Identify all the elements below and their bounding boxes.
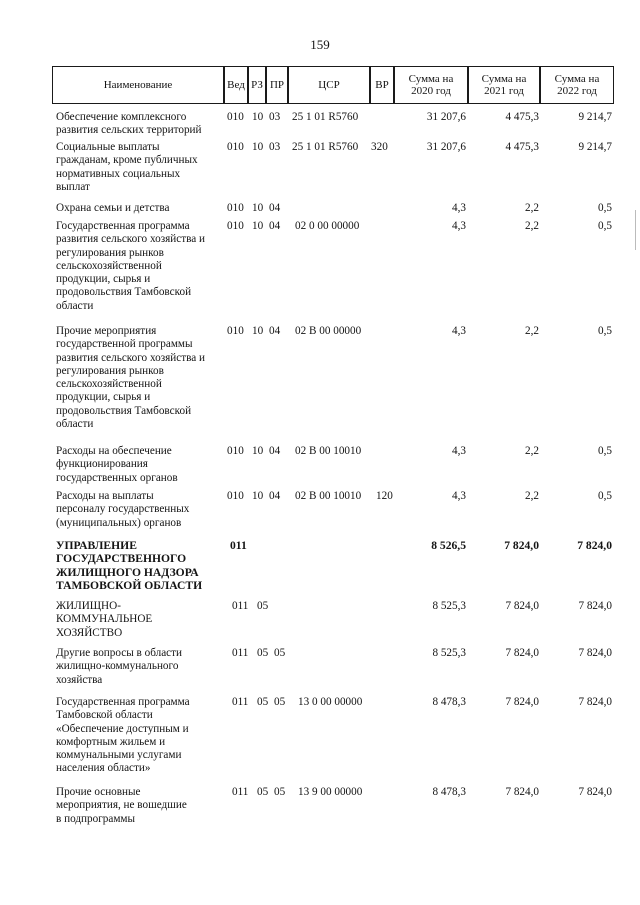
row-rz: 05 [257, 600, 269, 612]
row-ved: 010 [227, 325, 244, 337]
header-sum-2021: Сумма на 2021 год [468, 66, 540, 104]
row-pr: 05 [274, 786, 286, 798]
header-vr: ВР [370, 66, 394, 104]
row-sum-2022: 0,5 [598, 445, 612, 457]
header-sum-2020: Сумма на 2020 год [394, 66, 468, 104]
row-vr: 320 [371, 141, 388, 153]
row-sum-2020: 4,3 [452, 490, 466, 502]
row-sum-2021: 2,2 [525, 325, 539, 337]
header-name: Наименование [52, 66, 224, 104]
scan-edge-mark [635, 210, 636, 250]
row-sum-2021: 7 824,0 [505, 600, 539, 612]
row-sum-2021: 2,2 [525, 220, 539, 232]
row-ved: 010 [227, 111, 244, 123]
row-csr: 02 В 00 10010 [295, 490, 362, 502]
row-pr: 04 [269, 445, 281, 457]
row-name: Прочие основные мероприятия, не вошедшие в подпрограммы [56, 786, 187, 825]
row-ved: 011 [232, 696, 249, 708]
row-ved: 010 [227, 490, 244, 502]
row-sum-2022: 9 214,7 [578, 111, 612, 123]
row-ved: 010 [227, 202, 244, 214]
header-rz: РЗ [248, 66, 266, 104]
row-sum-2020: 4,3 [452, 220, 466, 232]
row-sum-2022: 7 824,0 [577, 539, 612, 552]
row-sum-2020: 31 207,6 [426, 141, 466, 153]
row-ved: 011 [232, 600, 249, 612]
row-csr: 13 9 00 00000 [298, 786, 363, 798]
row-csr: 25 1 01 R5760 [292, 111, 359, 123]
row-ved: 011 [232, 647, 249, 659]
row-sum-2021: 4 475,3 [505, 111, 539, 123]
row-rz: 10 [252, 325, 264, 337]
row-sum-2022: 7 824,0 [578, 786, 612, 798]
row-sum-2020: 31 207,6 [426, 111, 466, 123]
row-rz: 10 [252, 111, 264, 123]
row-ved: 010 [227, 220, 244, 232]
row-pr: 04 [269, 220, 281, 232]
row-csr: 02 В 00 00000 [295, 325, 362, 337]
row-csr: 02 В 00 10010 [295, 445, 362, 457]
row-sum-2022: 7 824,0 [578, 647, 612, 659]
row-name: Охрана семьи и детства [56, 202, 170, 214]
row-name: ЖИЛИЩНО- КОММУНАЛЬНОЕ ХОЗЯЙСТВО [56, 600, 153, 639]
row-csr: 25 1 01 R5760 [292, 141, 359, 153]
row-sum-2022: 9 214,7 [578, 141, 612, 153]
row-ved: 011 [232, 786, 249, 798]
row-sum-2021: 4 475,3 [505, 141, 539, 153]
row-pr: 04 [269, 202, 281, 214]
row-pr: 05 [274, 647, 286, 659]
row-rz: 10 [252, 445, 264, 457]
header-pr: ПР [266, 66, 288, 104]
row-csr: 13 0 00 00000 [298, 696, 363, 708]
row-csr: 02 0 00 00000 [295, 220, 360, 232]
row-sum-2022: 0,5 [598, 202, 612, 214]
row-sum-2022: 0,5 [598, 220, 612, 232]
row-rz: 10 [252, 220, 264, 232]
row-sum-2020: 8 478,3 [432, 786, 466, 798]
row-sum-2021: 2,2 [525, 445, 539, 457]
row-name: Прочие мероприятия государственной программы развития сельского хозяйства и регулирования рынков сельскохозяйственной продукции, сырья и продовольствия Тамбовской области [56, 325, 205, 431]
row-ved: 010 [227, 141, 244, 153]
row-sum-2020: 4,3 [452, 202, 466, 214]
row-rz: 10 [252, 202, 264, 214]
row-rz: 10 [252, 141, 264, 153]
row-sum-2021: 2,2 [525, 202, 539, 214]
row-sum-2020: 8 478,3 [432, 696, 466, 708]
row-sum-2022: 7 824,0 [578, 600, 612, 612]
row-sum-2022: 7 824,0 [578, 696, 612, 708]
row-ved: 011 [230, 539, 247, 552]
row-sum-2020: 4,3 [452, 445, 466, 457]
row-rz: 05 [257, 647, 269, 659]
header-sum-2022: Сумма на 2022 год [540, 66, 614, 104]
header-csr: ЦСР [288, 66, 370, 104]
row-name: Расходы на обеспечение функционирования государственных органов [56, 445, 178, 484]
row-rz: 05 [257, 786, 269, 798]
row-sum-2021: 2,2 [525, 490, 539, 502]
row-name: Другие вопросы в области жилищно-коммунального хозяйства [56, 647, 183, 686]
row-pr: 03 [269, 141, 281, 153]
row-pr: 04 [269, 490, 281, 502]
row-sum-2020: 8 526,5 [431, 539, 466, 552]
row-pr: 05 [274, 696, 286, 708]
row-pr: 04 [269, 325, 281, 337]
row-rz: 10 [252, 490, 264, 502]
page-number: 159 [310, 37, 330, 52]
row-name: Государственная программа развития сельского хозяйства и регулирования рынков сельскохозяйственной продукции, сырья и продовольствия Тамбовской области [56, 220, 205, 312]
row-sum-2021: 7 824,0 [505, 647, 539, 659]
row-rz: 05 [257, 696, 269, 708]
row-sum-2021: 7 824,0 [504, 539, 539, 552]
row-sum-2020: 8 525,3 [432, 600, 466, 612]
row-sum-2022: 0,5 [598, 325, 612, 337]
row-sum-2020: 8 525,3 [432, 647, 466, 659]
row-sum-2020: 4,3 [452, 325, 466, 337]
row-name: Обеспечение комплексного развития сельских территорий [56, 111, 202, 137]
row-ved: 010 [227, 445, 244, 457]
row-vr: 120 [376, 490, 393, 502]
row-sum-2021: 7 824,0 [505, 786, 539, 798]
row-pr: 03 [269, 111, 281, 123]
row-name: УПРАВЛЕНИЕ ГОСУДАРСТВЕННОГО ЖИЛИЩНОГО НАДЗОРА ТАМБОВСКОЙ ОБЛАСТИ [56, 539, 203, 592]
header-ved: Вед [224, 66, 248, 104]
row-name: Государственная программа Тамбовской области «Обеспечение доступным и комфортным жильем и коммунальными услугами населения области» [56, 696, 190, 775]
row-name: Расходы на выплаты персоналу государственных (муниципальных) органов [56, 490, 190, 529]
row-sum-2021: 7 824,0 [505, 696, 539, 708]
row-name: Социальные выплаты гражданам, кроме публичных нормативных социальных выплат [56, 141, 198, 193]
row-sum-2022: 0,5 [598, 490, 612, 502]
